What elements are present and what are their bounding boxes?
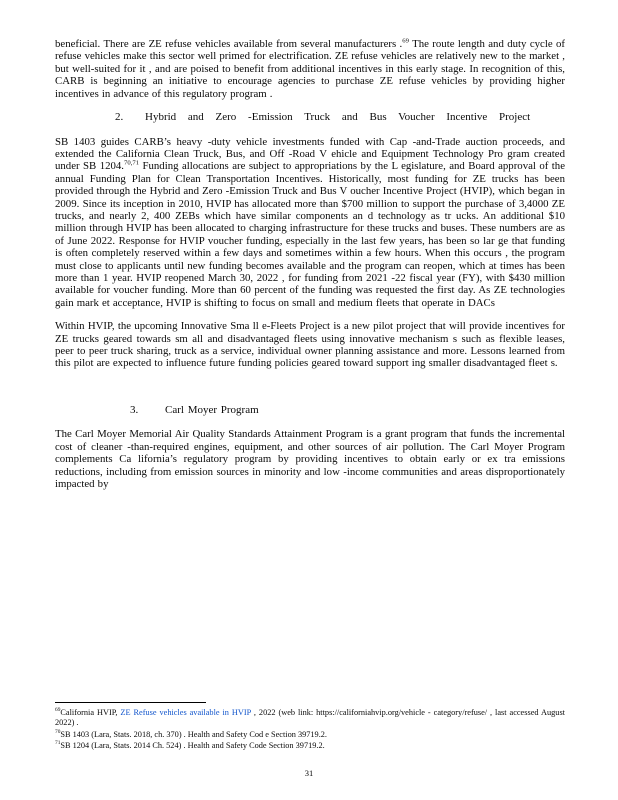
heading-number: 2. bbox=[115, 111, 124, 124]
footnote-71 bbox=[55, 741, 565, 751]
footnote-number: 71 bbox=[55, 740, 61, 747]
heading-number: 3. bbox=[130, 403, 139, 416]
footnote-separator bbox=[55, 702, 206, 703]
footnote-ref-70-71: 70,71 bbox=[124, 159, 140, 167]
paragraph-text: The Carl Moyer Memorial Air Quality Standards Attainment Program is a grant program that funds the incremental cost of cleaner -than-required engines, equipment, and other sources of air pollution. The Carl Moyer Program complements Ca lifornia’s regulatory program by providing incentives to obtain early or ex tra emissions reductions, including from emission sources in minority and low -income communities and areas disproportionately impacted by bbox=[55, 428, 565, 490]
footnote-text: California HVIP, bbox=[60, 708, 121, 718]
paragraph-text: The route length and duty cycle of refuse vehicles make this sector well primed for electrification. ZE refuse vehicles are relatively new to the market , but well-suited for it , and are poised to benefit from additional incentives in this early stage. In recognition of this, CARB is beginning an initiative to encourage agencies to purchase ZE refuse vehicles by providing higher incentives in advance of this regulatory program . bbox=[55, 38, 565, 100]
footnote-number: 69 bbox=[55, 707, 61, 714]
footnote-link-hvip-refuse[interactable]: ZE Refuse vehicles available in HVIP bbox=[120, 708, 251, 718]
footnote-ref-69: 69 bbox=[402, 37, 409, 45]
paragraph-hvip bbox=[55, 136, 565, 310]
section-heading-carl-moyer bbox=[130, 404, 565, 418]
heading-text: Carl Moyer Program bbox=[165, 403, 259, 416]
footnote-70 bbox=[55, 730, 565, 740]
paragraph-text: SB 1403 guides CARB’s heavy -duty vehicle investments funded with Cap -and-Trade auction proceeds, and extended the California Clean Truck, Bus, and Off -Road V ehicle and Equipment Technology Pro gram created under SB 1204. bbox=[55, 135, 565, 173]
page-number: 31 bbox=[304, 768, 314, 778]
paragraph-carl-moyer bbox=[55, 428, 565, 490]
section-heading-hvip bbox=[115, 111, 565, 125]
heading-text: Hybrid and Zero -Emission Truck and Bus Voucher Incentive Project bbox=[145, 111, 531, 124]
footnotes-section bbox=[55, 702, 565, 752]
paragraph-refuse-vehicles bbox=[55, 38, 565, 100]
footnote-number: 70 bbox=[55, 728, 61, 735]
footnote-69 bbox=[55, 708, 565, 728]
footnote-text: SB 1204 (Lara, Stats. 2014 Ch. 524) . Health and Safety Code Section 39719.2. bbox=[60, 740, 325, 750]
footnote-text: SB 1403 (Lara, Stats. 2018, ch. 370) . Health and Safety Cod e Section 39719.2. bbox=[60, 729, 327, 739]
footnote-text: , 2022 (web link: https://californiahvip.org/vehicle - category/refuse/ , last accessed August 2022) . bbox=[55, 708, 565, 728]
paragraph-innovative-small-e-fleets bbox=[55, 320, 565, 370]
paragraph-text: Funding allocations are subject to appropriations by the L egislature, and Board approval of the annual Funding Plan for Clean Transportation Incentives. Historically, most funding for ZE trucks has been provided through the Hybrid and Zero -Emission Truck and Bus V oucher Incentive Project (HVIP), which began in 2009. Since its inception in 2010, HVIP has allocated more than $700 million to support the purchase of 3,4000 ZE trucks, and nearly 2, 400 ZEBs which have similar components an d technology as tr ucks. An additional $10 million through HVIP has been allocated to charging infrastructure for these trucks and buses. These numbers are as of June 2022. Response for HVIP voucher funding, especially in the last few years, has been so lar ge that funding is often completely reserved within a few days and sometimes within a few hours. When this occurs , the program must close to applicants until new funding becomes available and the program can reopen, which at times has been more than 1 year. HVIP reopened March 30, 2022 , for funding from 2021 -22 fiscal year (FY), with $430 million available for voucher funding. More than 60 percent of the funding was requested the first day. As ZE technologies gain mark et acceptance, HVIP is shifting to focus on small and medium fleets that operate in DACs bbox=[55, 160, 565, 309]
paragraph-text: Within HVIP, the upcoming Innovative Sma ll e-Fleets Project is a new pilot project that will provide incentives for ZE trucks geared towards sm all and disadvantaged fleets using innovative mechanism s such as flexible leases, peer to peer truck sharing, truck as a service, individual owner planning assistance and more. Lessons learned from this pilot are expected to influence future funding policies geared toward support ing smaller disadvantaged fleet s. bbox=[55, 320, 565, 370]
paragraph-text: beneficial. There are ZE refuse vehicles available from several manufacturers . bbox=[55, 38, 403, 50]
